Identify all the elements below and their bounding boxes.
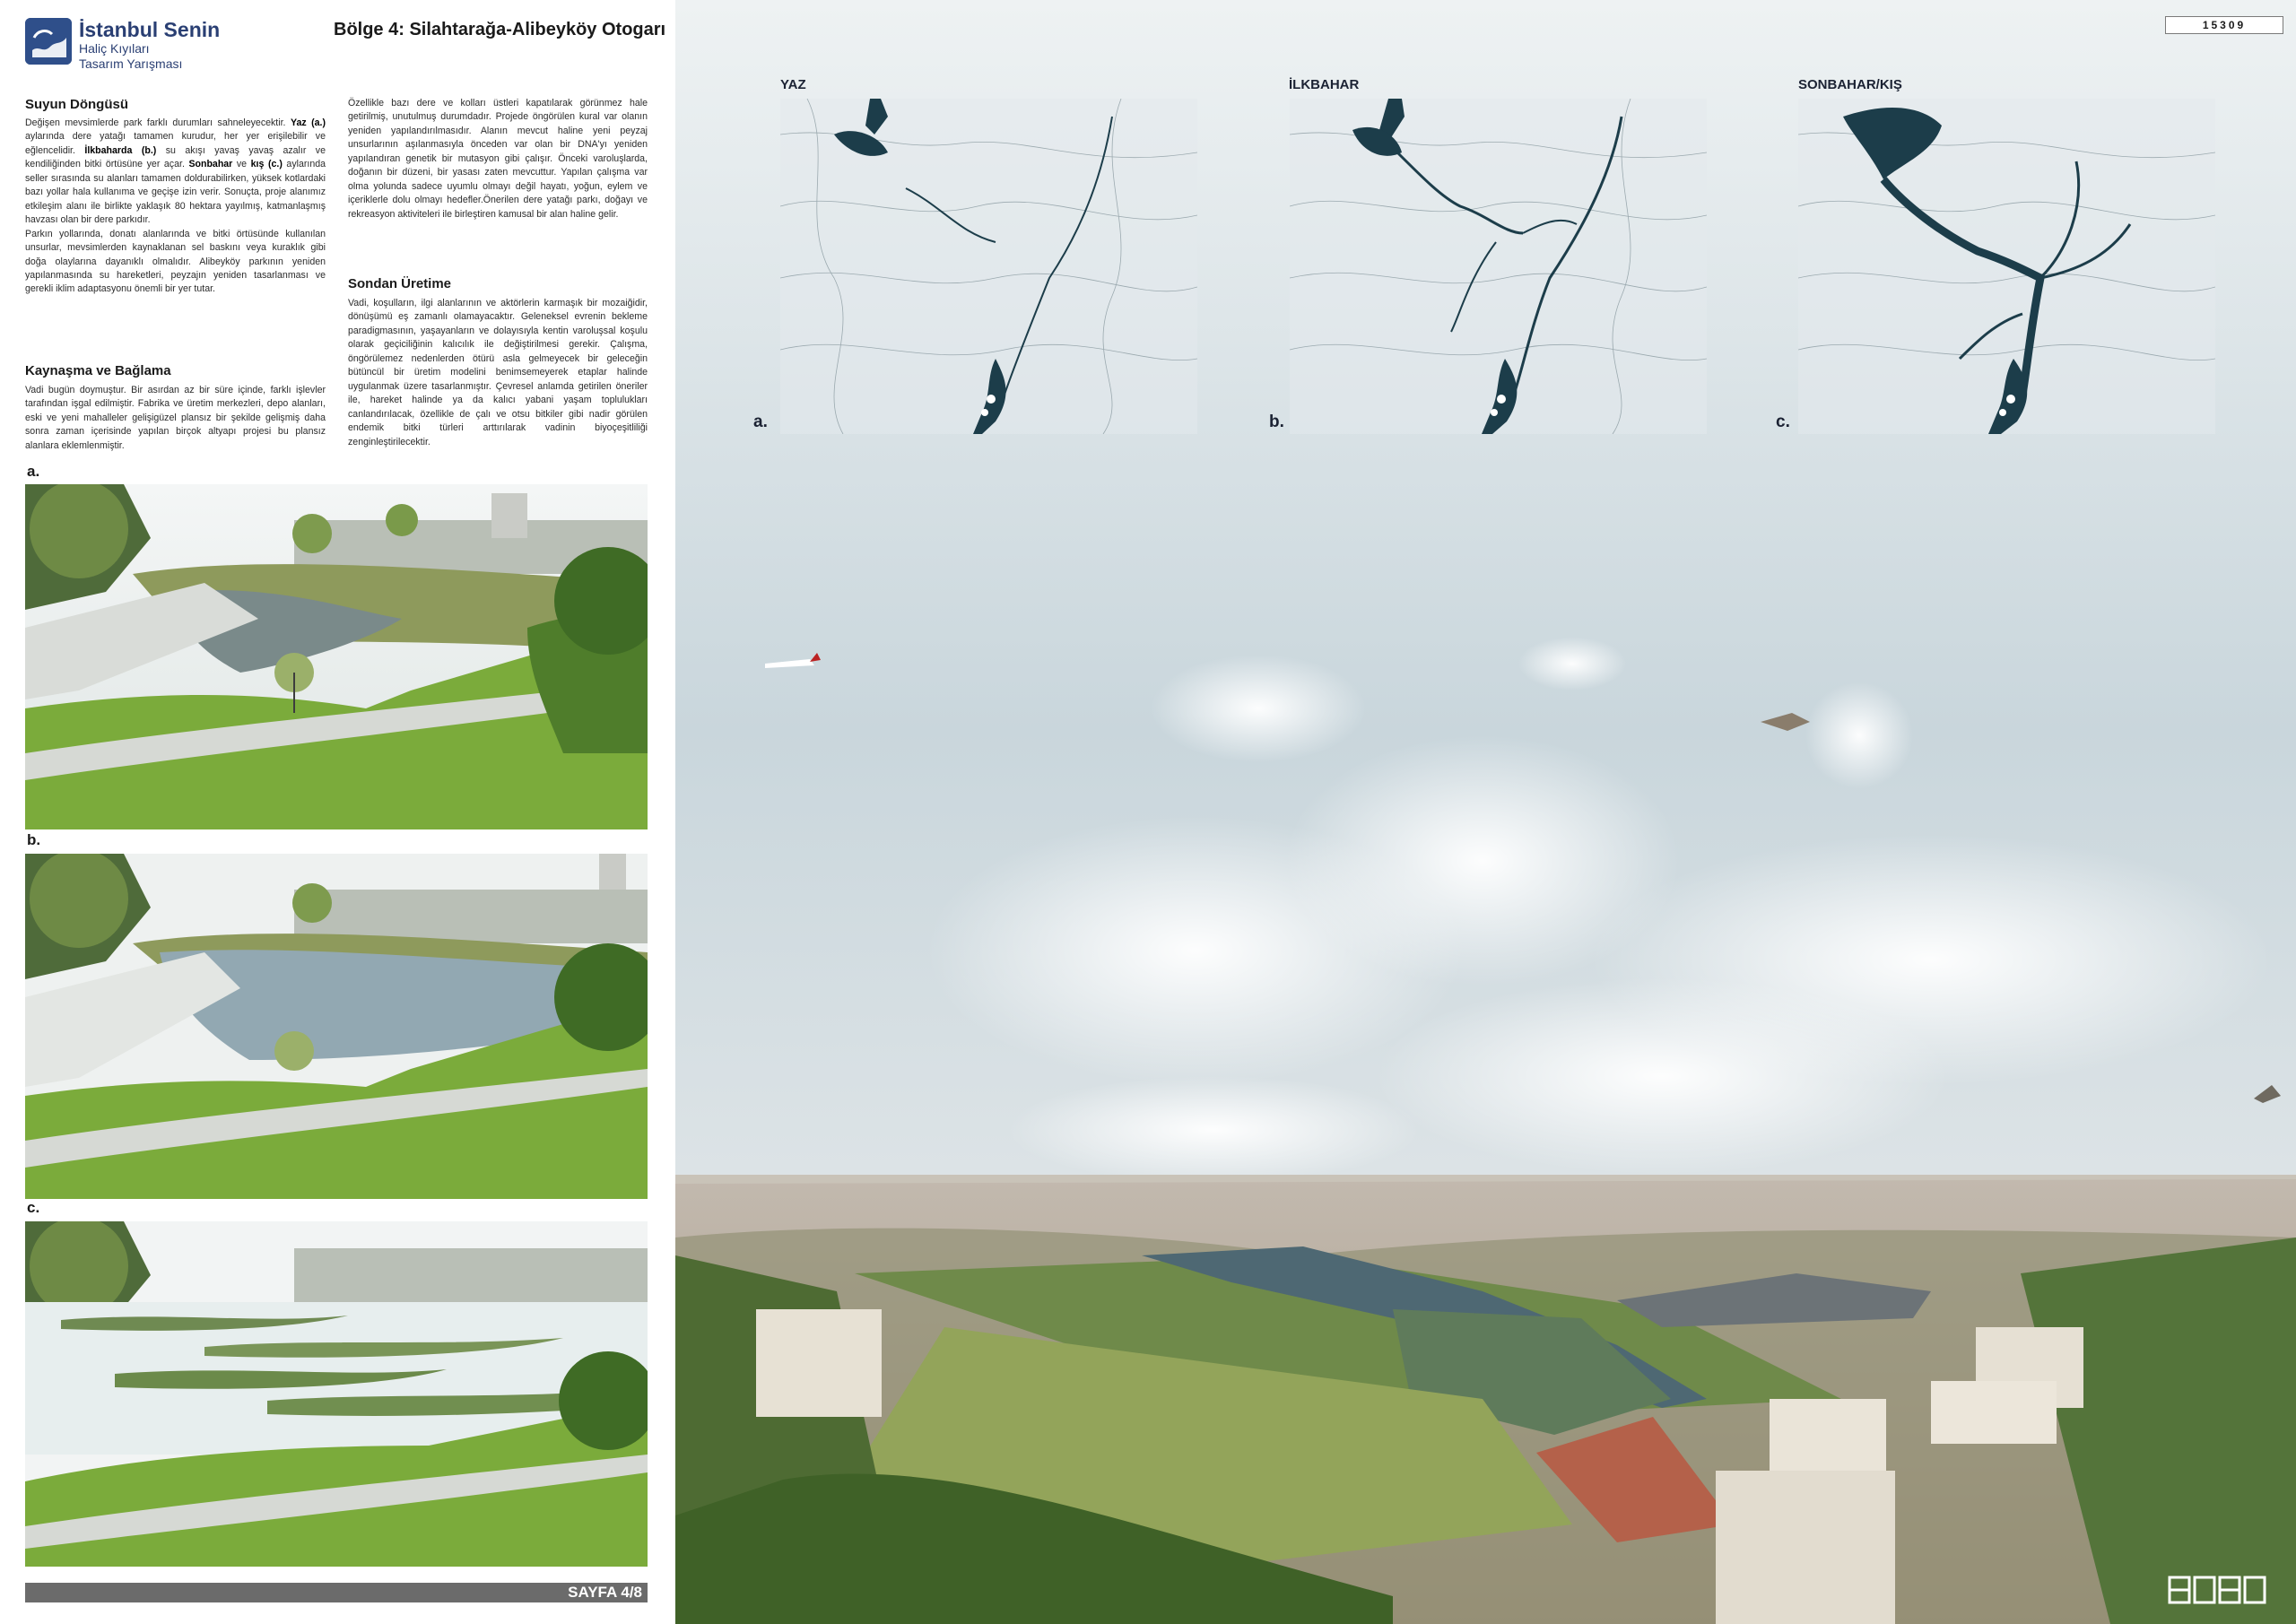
region-title: Bölge 4: Silahtarağa-Alibeyköy Otogarı (334, 20, 666, 39)
season-label-summer: YAZ (780, 77, 806, 92)
page-footer-bar (25, 1583, 648, 1602)
brand-subtitle-1: Haliç Kıyıları (79, 41, 150, 56)
footer-logo-icon (2167, 1575, 2267, 1610)
photo-summer (25, 484, 648, 829)
photo-letter-c: c. (27, 1199, 40, 1216)
text-merging: Vadi bugün doymuştur. Bir asırdan az bir süre içinde, farklı işlevler tarafından işgal edilmiştir. Fabrika ve üretim merkezleri, depo alanları, eski ve yeni mahalleler gelişigüzel plansız bir şekilde gelişmiş daha sonra zaman içerisinde yapılan birçok altyapı projesi bu plansız alanlara eklemlenmiştir. (25, 385, 326, 451)
heading-water-cycle: Suyun Döngüsü (25, 97, 128, 112)
brand-subtitle-2: Tasarım Yarışması (79, 56, 183, 71)
text-bold: Yaz (a.) (290, 117, 326, 128)
text-run: ve (232, 159, 251, 170)
text-bold: kış (c.) (250, 159, 283, 170)
text-production: Vadi, koşulların, ilgi alanlarının ve aktörlerin karmaşık bir mozaiğidir, dönüşümü eş zamanlı olamayacaktır. Geleneksel evrenin bekleme paradigmasının, yaşayanların ve dolayısıyla kentin varoluşsal koşulu olarak geçiciliğinin kalıcılık ile değiştirilmesi gerekir. Çalışma, öngörülemez nedenlerden ötürü asla gelmeyecek bir geleceğin bütüncül bir üretim modelini benimsemeyerek etaplar halinde uygulanmak üzere tasarlanmıştır. Çevresel anlamda getirilen öneriler ile, hareket halinde ya da kalıcı yabani yaşam toplulukları canlandırılacak, özellikle de çalı ve otsu bitkiler gibi nadir görülen endemik bitki türleri arttırılarak vadinin biyoçeşitliliği zenginleştirilecektir. (348, 298, 648, 447)
text-water-cycle (25, 117, 326, 297)
season-map-summer (780, 99, 1197, 434)
text-run: aylarında seller sırasında su alanları tamamen doldurabilirken, yüksek kotlardaki bazı yollar hala kullanıma ve geçişe izin verir. Sonuçta, proje alanımız etkileşim alanı ile birlikte yaklaşık 80 hektara yayılmış, katmanlaşmış havzası olan bir dere parkıdır. (25, 159, 326, 226)
page-label: SAYFA 4/8 (568, 1584, 642, 1601)
text-bold: Sonbahar (188, 159, 233, 170)
text-run: Değişen mevsimlerde park farklı durumları sahneleyecektir. (25, 117, 291, 128)
season-map-autumn-winter (1798, 99, 2215, 434)
photo-spring (25, 854, 648, 1199)
photo-autumn-winter (25, 1221, 648, 1567)
text-run: aylarında dere yatağı tamamen kurudur, her yer erişilebilir ve eğlencelidir. (25, 131, 326, 156)
map-letter-a: a. (753, 413, 768, 431)
heading-production: Sondan Üretime (348, 276, 452, 291)
text-column2 (348, 97, 648, 221)
text-run: Önerilen dere yatağı parkı, doğayı ve rekreasyon aktiviteleri ile birleştiren kamusal bir alan haline gelir. (348, 195, 648, 220)
text-bold: İlkbaharda (b.) (84, 144, 157, 156)
brand-title: İstanbul Senin (79, 18, 221, 41)
logo-icon (25, 18, 72, 65)
season-label-spring: İLKBAHAR (1289, 77, 1360, 92)
logo-mark (25, 18, 72, 65)
photo-letter-b: b. (27, 831, 41, 848)
text-run: Özellikle bazı dere ve kolları üstleri kapatılarak görünmez hale getirilmiş, unutulmuş durumdadır. Projede öngörülen kural var olanın yeniden yapılandırılmasıdır. Alanın mevcut haline yeni peyzaj unsurlarının aşılanmasıyla önceden var olan bir DNA'yı yeniden yapılandıran genetik bir mutasyon gibi çalışır. Önceki varoluşlarda, doğanın bir düzeni, bir yasası zaten mevcuttur. Yapılan çalışma var olma yolunda sadece uyumlu olmayı değil hayatı, yoğun, eylem ve içeriklerle dolu olmayı hedefler. (348, 98, 648, 206)
map-letter-c: c. (1776, 413, 1790, 431)
season-map-spring (1290, 99, 1707, 434)
photo-letter-a: a. (27, 463, 40, 480)
heading-merging: Kaynaşma ve Bağlama (25, 363, 171, 378)
text-run: Parkın yollarında, donatı alanlarında ve bitki örtüsünde kullanılan unsurlar, mevsimlerden kaynaklanan sel baskını veya kuraklık gibi doğa olaylarına dayanıklı olmalıdır. Alibeyköy parkının yeniden yapılanmasında su hareketleri, peyzajın yeniden tasarlanması ve gerekli iklim adaptasyonu önemli bir yer tutar. (25, 228, 326, 295)
text-run: su akışı yavaş yavaş azalır ve kendiliğinden bitki örtüsüne yer açar. (25, 144, 326, 170)
season-label-autumn-winter: SONBAHAR/KIŞ (1798, 77, 1902, 92)
map-letter-b: b. (1269, 413, 1284, 431)
entry-code: 15309 (2165, 16, 2283, 34)
